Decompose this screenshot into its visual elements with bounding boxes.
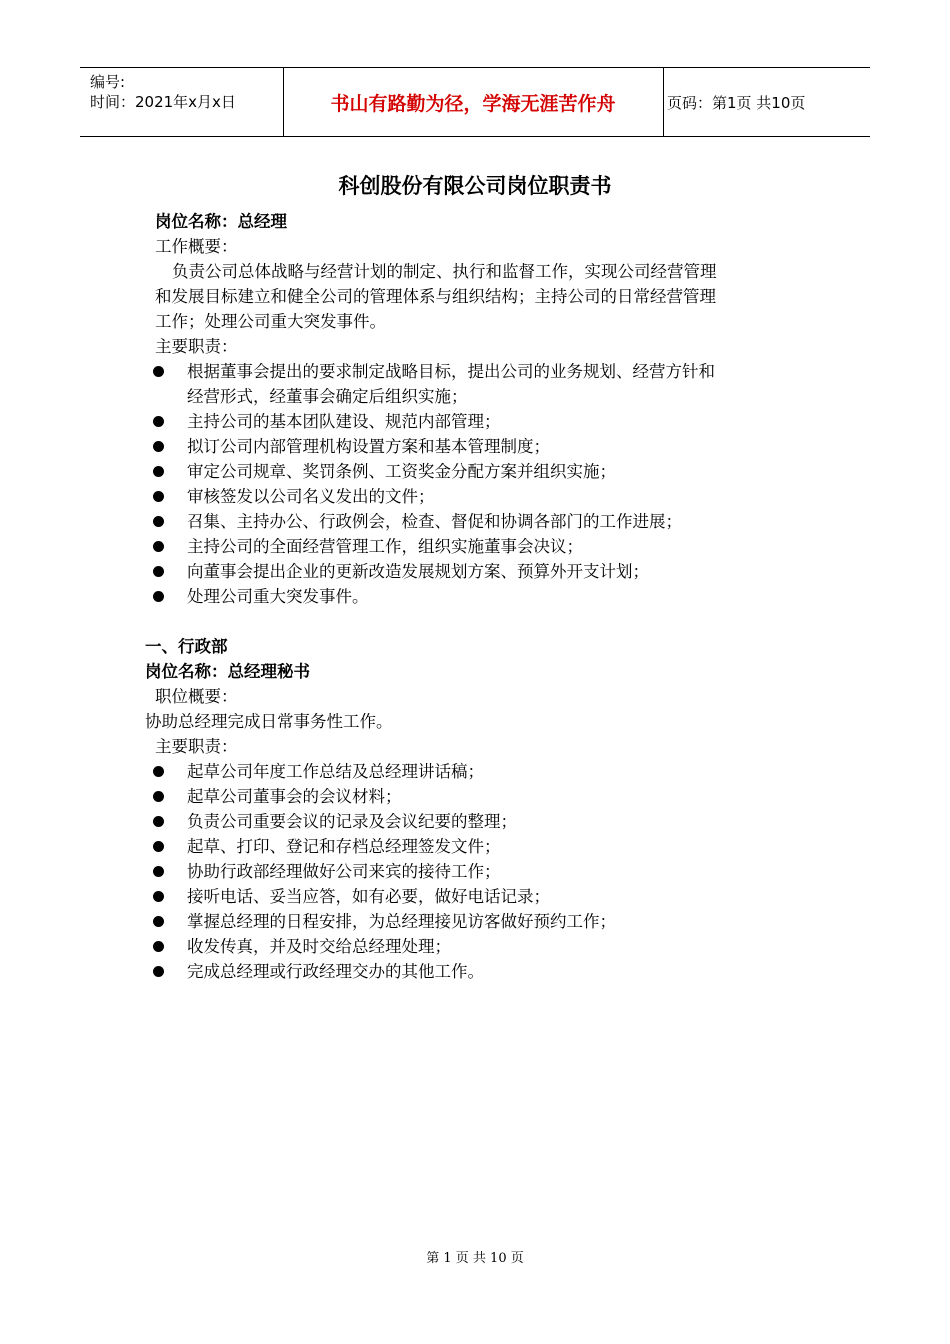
- duty-item: [145, 784, 825, 809]
- duty-text: 主持公司的全面经营管理工作，组织实施董事会决议；: [187, 537, 583, 556]
- position-title: 岗位名称：总经理秘书: [145, 662, 310, 681]
- overview-line: 和发展目标建立和健全公司的管理体系与组织结构；主持公司的日常经营管理: [155, 287, 716, 306]
- duty-item: [145, 559, 825, 584]
- page-footer: 第 1 页 共 10 页: [426, 1251, 524, 1266]
- duty-text: 召集、主持办公、行政例会，检查、督促和协调各部门的工作进展；: [187, 512, 682, 531]
- duty-item: [145, 409, 825, 434]
- section-gap: [145, 609, 825, 634]
- duty-item: [145, 509, 825, 534]
- duty-item: [145, 484, 825, 509]
- duty-item: [145, 434, 825, 459]
- bullet-icon: [153, 841, 164, 852]
- duty-item: [145, 934, 825, 959]
- duty-item: [145, 909, 825, 934]
- bullet-icon: [153, 941, 164, 952]
- bullet-icon: [153, 566, 164, 577]
- duty-item-continuation: 经营形式，经董事会确定后组织实施；: [187, 387, 468, 406]
- duty-item: [145, 534, 825, 559]
- bullet-icon: [153, 416, 164, 427]
- header-meta: [90, 72, 236, 112]
- duties-label: 主要职责：: [155, 737, 238, 756]
- overview-line: 工作；处理公司重大突发事件。: [155, 312, 386, 331]
- bullet-icon: [153, 916, 164, 927]
- duty-item: [145, 359, 825, 384]
- header-page-text: 页码：第1页 共10页: [667, 93, 806, 112]
- bullet-icon: [153, 866, 164, 877]
- duties-label: 主要职责：: [155, 337, 238, 356]
- bullet-icon: [153, 966, 164, 977]
- duty-text: 掌握总经理的日程安排，为总经理接见访客做好预约工作；: [187, 912, 616, 931]
- header-page-label: [665, 68, 805, 136]
- bullet-icon: [153, 766, 164, 777]
- duty-text: 起草、打印、登记和存档总经理签发文件；: [187, 837, 501, 856]
- bullet-icon: [153, 891, 164, 902]
- bullet-icon: [153, 591, 164, 602]
- duty-item: [145, 584, 825, 609]
- duty-item: [145, 859, 825, 884]
- overview-line: 负责公司总体战略与经营计划的制定、执行和监督工作，实现公司经营管理: [172, 262, 717, 281]
- duty-text: 向董事会提出企业的更新改造发展规划方案、预算外开支计划；: [187, 562, 649, 581]
- duty-text: 收发传真，并及时交给总经理处理；: [187, 937, 451, 956]
- duty-text: 处理公司重大突发事件。: [187, 587, 369, 606]
- duty-text: 审定公司规章、奖罚条例、工资奖金分配方案并组织实施；: [187, 462, 616, 481]
- bullet-icon: [153, 516, 164, 527]
- duty-item: [145, 809, 825, 834]
- duty-text: 拟订公司内部管理机构设置方案和基本管理制度；: [187, 437, 550, 456]
- bullet-icon: [153, 541, 164, 552]
- duty-item: [145, 834, 825, 859]
- duty-item: [145, 759, 825, 784]
- department-heading: 一、行政部: [145, 637, 228, 656]
- header-motto: 书山有路勤为径，学海无涯苦作舟: [330, 92, 616, 115]
- duty-text: 协助行政部经理做好公司来宾的接待工作；: [187, 862, 501, 881]
- duty-text: 完成总经理或行政经理交办的其他工作。: [187, 962, 484, 981]
- duty-item: [145, 959, 825, 984]
- document-title: 科创股份有限公司岗位职责书: [338, 174, 612, 198]
- duty-item: [145, 459, 825, 484]
- number-label: 编号:: [90, 73, 126, 91]
- duty-text: 根据董事会提出的要求制定战略目标，提出公司的业务规划、经营方针和: [187, 362, 715, 381]
- duty-text: 审核签发以公司名义发出的文件；: [187, 487, 435, 506]
- duty-text: 负责公司重要会议的记录及会议纪要的整理；: [187, 812, 517, 831]
- overview-line: 协助总经理完成日常事务性工作。: [145, 712, 393, 731]
- overview-label: 职位概要：: [155, 687, 238, 706]
- page-header: [80, 67, 870, 137]
- bullet-icon: [153, 366, 164, 377]
- duty-text: 起草公司年度工作总结及总经理讲话稿；: [187, 762, 484, 781]
- bullet-icon: [153, 791, 164, 802]
- date-label: 时间：2021年x月x日: [90, 93, 236, 111]
- bullet-icon: [153, 441, 164, 452]
- duty-text: 主持公司的基本团队建设、规范内部管理；: [187, 412, 501, 431]
- document-body: [145, 209, 825, 984]
- bullet-icon: [153, 491, 164, 502]
- duty-text: 接听电话、妥当应答，如有必要，做好电话记录；: [187, 887, 550, 906]
- overview-label: 工作概要：: [155, 237, 238, 256]
- duty-item: [145, 884, 825, 909]
- position-title: 岗位名称：总经理: [155, 212, 287, 231]
- duty-text: 起草公司董事会的会议材料；: [187, 787, 402, 806]
- header-divider: [663, 68, 664, 136]
- bullet-icon: [153, 466, 164, 477]
- bullet-icon: [153, 816, 164, 827]
